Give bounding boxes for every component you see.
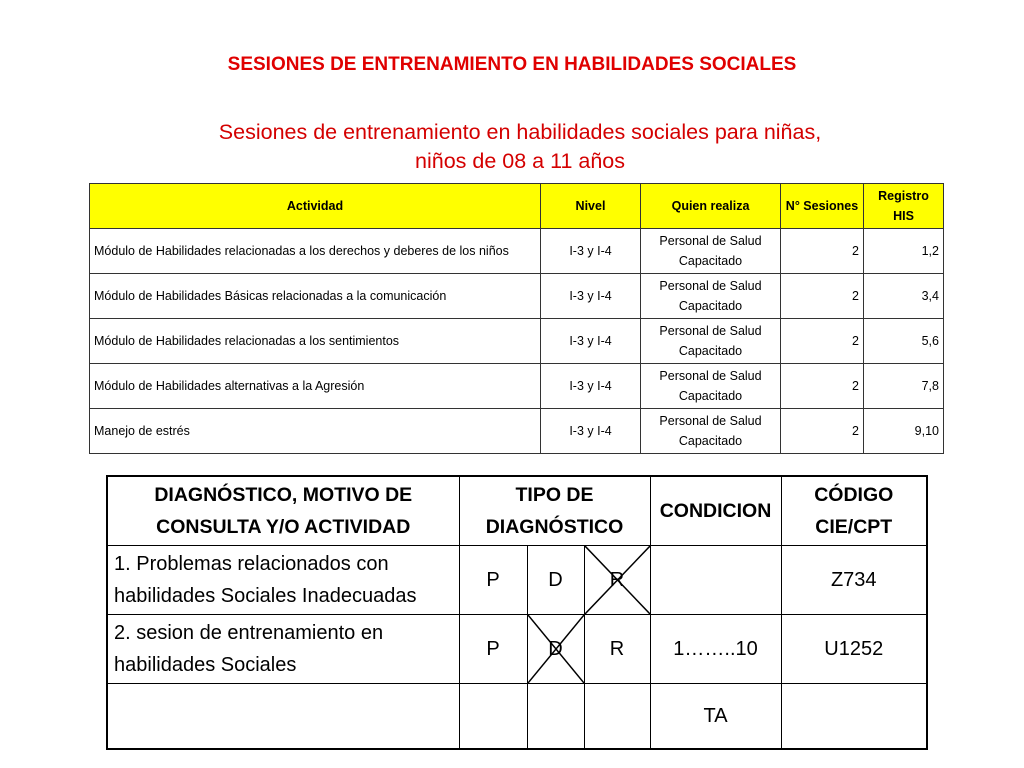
cell-type-p [459,684,527,750]
cell-diagnosis-desc: 2. sesion de entrenamiento en habilidades Sociales [107,615,459,684]
activities-table [89,183,944,454]
cell-n-sesiones: 2 [781,229,864,274]
cell-quien-realiza: Personal de Salud Capacitado [641,229,781,274]
cell-type-r: R [584,615,650,684]
cell-type-d: D [527,546,584,615]
subtitle-line-2: niños de 08 a 11 años [415,149,625,173]
diagnosis-table [106,475,928,750]
table-row [90,319,944,364]
header-quien-realiza: Quien realiza [641,184,781,229]
cell-nivel: I-3 y I-4 [541,409,641,454]
cell-registro-his: 7,8 [864,364,944,409]
cell-quien-realiza: Personal de Salud Capacitado [641,319,781,364]
diagnosis-header-row [107,476,927,546]
cell-type-r-crossed [584,546,650,615]
cell-actividad: Módulo de Habilidades relacionadas a los derechos y deberes de los niños [90,229,541,274]
cell-quien-realiza: Personal de Salud Capacitado [641,409,781,454]
cell-codigo [781,684,927,750]
cell-n-sesiones: 2 [781,274,864,319]
cell-type-d-label: D [548,638,563,660]
cell-type-r-label: R [609,569,625,591]
cell-nivel: I-3 y I-4 [541,229,641,274]
header-tipo-diagnostico: TIPO DE DIAGNÓSTICO [459,476,650,546]
cell-codigo: U1252 [781,615,927,684]
cell-registro-his: 3,4 [864,274,944,319]
cell-quien-realiza: Personal de Salud Capacitado [641,274,781,319]
cell-actividad: Módulo de Habilidades alternativas a la Agresión [90,364,541,409]
cell-n-sesiones: 2 [781,364,864,409]
header-nivel: Nivel [541,184,641,229]
page-title: SESIONES DE ENTRENAMIENTO EN HABILIDADES SOCIALES [227,54,797,75]
cell-codigo: Z734 [781,546,927,615]
table-row [90,229,944,274]
cell-registro-his: 1,2 [864,229,944,274]
cell-type-r [584,684,650,750]
cell-n-sesiones: 2 [781,319,864,364]
table-row [107,546,927,615]
cell-type-p: P [459,546,527,615]
table-row [107,684,927,750]
cell-condicion [650,546,781,615]
cell-diagnosis-desc: 1. Problemas relacionados con habilidades Sociales Inadecuadas [107,546,459,615]
table-row [90,409,944,454]
cell-condicion: TA [650,684,781,750]
header-condicion: CONDICION [650,476,781,546]
header-actividad: Actividad [90,184,541,229]
table-row [90,274,944,319]
cell-actividad: Módulo de Habilidades Básicas relacionadas a la comunicación [90,274,541,319]
header-registro-his: Registro HIS [864,184,944,229]
cell-type-p: P [459,615,527,684]
cell-nivel: I-3 y I-4 [541,364,641,409]
cell-condicion: 1……..10 [650,615,781,684]
cell-n-sesiones: 2 [781,409,864,454]
cell-nivel: I-3 y I-4 [541,274,641,319]
table-row [90,364,944,409]
header-diagnostico: DIAGNÓSTICO, MOTIVO DE CONSULTA Y/O ACTIVIDAD [107,476,459,546]
header-n-sesiones: N° Sesiones [781,184,864,229]
cell-nivel: I-3 y I-4 [541,319,641,364]
activities-header-row [90,184,944,229]
cell-registro-his: 5,6 [864,319,944,364]
page-subtitle [180,118,860,176]
cell-type-d [527,684,584,750]
cell-type-d-crossed [527,615,584,684]
cell-diagnosis-desc [107,684,459,750]
cell-actividad: Manejo de estrés [90,409,541,454]
subtitle-line-1: Sesiones de entrenamiento en habilidades sociales para niñas, [218,120,822,144]
cell-quien-realiza: Personal de Salud Capacitado [641,364,781,409]
table-row [107,615,927,684]
cell-registro-his: 9,10 [864,409,944,454]
header-codigo: CÓDIGO CIE/CPT [781,476,927,546]
cell-actividad: Módulo de Habilidades relacionadas a los sentimientos [90,319,541,364]
